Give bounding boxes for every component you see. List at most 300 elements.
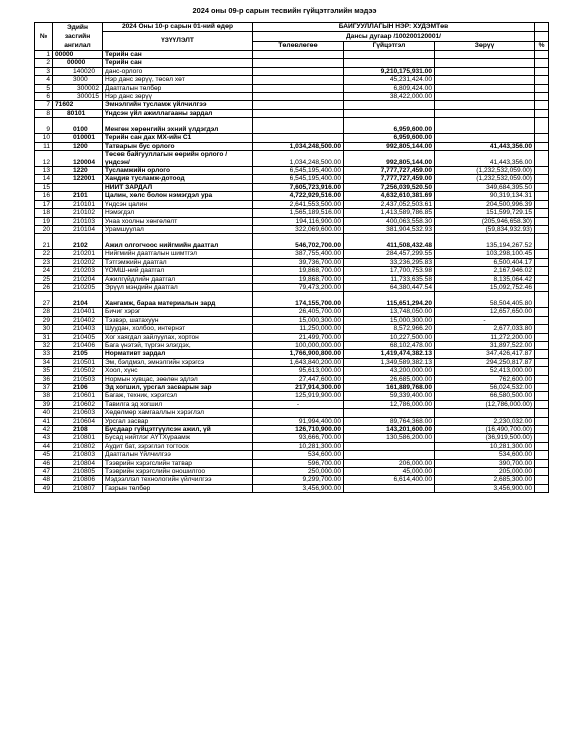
row-plan <box>253 84 344 92</box>
row-indicator: Даатгалын Үйлчилгээ <box>103 451 253 459</box>
row-actual: 1,419,474,382.13 <box>344 350 435 358</box>
row-pct <box>535 183 549 191</box>
row-diff: 31,897,522.00 <box>435 341 535 349</box>
row-code: 140020 <box>53 67 103 75</box>
row-diff <box>435 67 535 75</box>
row-number: 15 <box>35 183 53 191</box>
row-plan <box>253 93 344 101</box>
row-number: 19 <box>35 217 53 225</box>
row-plan: 15,000,300.00 <box>253 316 344 324</box>
row-number: 17 <box>35 200 53 208</box>
header-no: № <box>35 23 53 51</box>
row-plan: 27,447,600.00 <box>253 375 344 383</box>
row-actual <box>344 59 435 67</box>
row-indicator: Даатгалын төлбөр <box>103 84 253 92</box>
row-plan: 1,565,189,516.00 <box>253 209 344 217</box>
row-pct <box>535 192 549 200</box>
row-diff: 41,443,356.00 <box>435 151 535 167</box>
row-plan <box>253 101 344 109</box>
row-code: 210807 <box>53 484 103 492</box>
row-number: 11 <box>35 142 53 150</box>
row-diff <box>435 109 535 117</box>
row-number: 24 <box>35 267 53 275</box>
row-indicator: Бага үнэтэй, түргэн элэгдэх, <box>103 341 253 349</box>
row-diff: 11,272,200.00 <box>435 333 535 341</box>
row-indicator: Хөдөлмөр хамгааллын хэрэглэл <box>103 409 253 417</box>
table-row <box>35 434 549 442</box>
row-diff: 8,135,064.42 <box>435 275 535 283</box>
row-actual: 381,904,532.93 <box>344 225 435 233</box>
row-code: 210806 <box>53 476 103 484</box>
header-blank2 <box>535 32 549 42</box>
row-actual: 43,200,000.00 <box>344 367 435 375</box>
row-plan: 39,736,700.00 <box>253 258 344 266</box>
row-code: 210405 <box>53 333 103 341</box>
row-plan: - <box>253 400 344 408</box>
row-indicator: Менгөн хөрөнгийн эхний үлдэгдэл <box>103 118 253 134</box>
row-indicator: Урсгал засвар <box>103 417 253 425</box>
row-number: 20 <box>35 225 53 233</box>
row-plan <box>253 134 344 142</box>
row-plan: 9,299,700.00 <box>253 476 344 484</box>
row-indicator: Хандив тусламж-дотоод <box>103 175 253 183</box>
budget-report-table <box>34 22 549 493</box>
table-row <box>35 275 549 283</box>
row-diff: 2,677,033.80 <box>435 325 535 333</box>
row-diff: 15,092,752.46 <box>435 283 535 291</box>
row-actual: 411,508,432.48 <box>344 234 435 250</box>
table-row <box>35 341 549 349</box>
row-number: 23 <box>35 258 53 266</box>
row-plan: 26,405,700.00 <box>253 308 344 316</box>
table-row <box>35 167 549 175</box>
row-pct <box>535 375 549 383</box>
header-org: БАЙГУУЛЛАГЫН НЭР: ХУДЭМТөв <box>253 23 535 32</box>
row-actual: 7,777,727,459.00 <box>344 175 435 183</box>
row-code: 210202 <box>53 258 103 266</box>
row-pct <box>535 451 549 459</box>
row-code: 0100 <box>53 118 103 134</box>
table-row <box>35 400 549 408</box>
row-diff: 90,319,134.31 <box>435 192 535 200</box>
row-plan: 19,868,700.00 <box>253 275 344 283</box>
row-number: 26 <box>35 283 53 291</box>
row-code: 1220 <box>53 167 103 175</box>
row-code: 71602 <box>53 101 103 109</box>
row-number: 35 <box>35 367 53 375</box>
row-indicator: Эмнэлгийн тусламж үйлчилгээ <box>103 101 253 109</box>
row-actual: 2,437,052,503.61 <box>344 200 435 208</box>
row-pct <box>535 109 549 117</box>
header-plan: Төлөвлөгөө <box>253 42 344 51</box>
row-diff: (1,232,532,059.00) <box>435 167 535 175</box>
table-row <box>35 333 549 341</box>
row-code <box>53 183 103 191</box>
table-row <box>35 316 549 324</box>
row-indicator: Ажил олгогчоос нийгмийн даатгал <box>103 234 253 250</box>
table-row <box>35 451 549 459</box>
table-row <box>35 93 549 101</box>
row-pct <box>535 434 549 442</box>
row-indicator: Ажилгүйдлийн даатгал <box>103 275 253 283</box>
row-number: 14 <box>35 175 53 183</box>
row-number: 7 <box>35 101 53 109</box>
table-row <box>35 375 549 383</box>
row-actual <box>344 101 435 109</box>
row-number: 40 <box>35 409 53 417</box>
table-row <box>35 442 549 450</box>
table-row <box>35 468 549 476</box>
row-actual: 38,422,000.00 <box>344 93 435 101</box>
row-plan: 194,116,900.00 <box>253 217 344 225</box>
table-row <box>35 476 549 484</box>
row-actual: 17,700,753.98 <box>344 267 435 275</box>
table-row <box>35 459 549 467</box>
row-plan: 100,000,000.00 <box>253 341 344 349</box>
row-diff: 534,600.00 <box>435 451 535 459</box>
row-pct <box>535 442 549 450</box>
row-actual: 33,236,295.83 <box>344 258 435 266</box>
row-diff: 294,250,817.87 <box>435 358 535 366</box>
row-indicator: Терийн сан дах МХ-ийн С1 <box>103 134 253 142</box>
row-number: 25 <box>35 275 53 283</box>
row-pct <box>535 67 549 75</box>
row-pct <box>535 400 549 408</box>
header-code-line2: засгийн <box>64 33 91 40</box>
row-indicator: Цалин, хөлс болон нэмэгдэл ура <box>103 192 253 200</box>
table-row <box>35 426 549 434</box>
row-pct <box>535 101 549 109</box>
row-pct <box>535 459 549 467</box>
row-plan: 387,755,400.00 <box>253 250 344 258</box>
row-number: 21 <box>35 234 53 250</box>
row-actual: 4,632,610,381.69 <box>344 192 435 200</box>
table-row <box>35 234 549 250</box>
row-code: 2106 <box>53 384 103 392</box>
table-row <box>35 267 549 275</box>
row-code: 300002 <box>53 84 103 92</box>
row-pct <box>535 217 549 225</box>
row-diff <box>435 93 535 101</box>
row-plan <box>253 409 344 417</box>
table-row <box>35 151 549 167</box>
row-number: 42 <box>35 426 53 434</box>
row-actual: 68,102,478.00 <box>344 341 435 349</box>
row-code: 210104 <box>53 225 103 233</box>
header-diff: Зөрүү <box>435 42 535 51</box>
row-code: 210602 <box>53 400 103 408</box>
row-diff: 2,685,300.00 <box>435 476 535 484</box>
row-indicator: Аудит бат, зэрэглэл тогтоох <box>103 442 253 450</box>
row-pct <box>535 341 549 349</box>
row-code: 210501 <box>53 358 103 366</box>
table-header <box>35 23 549 51</box>
row-diff: 41,443,356.00 <box>435 142 535 150</box>
row-number: 32 <box>35 341 53 349</box>
row-pct <box>535 358 549 366</box>
row-diff <box>435 51 535 59</box>
header-blank <box>535 23 549 32</box>
row-pct <box>535 84 549 92</box>
row-actual: 400,063,558.30 <box>344 217 435 225</box>
row-plan <box>253 118 344 134</box>
row-indicator: Нормативт зардал <box>103 350 253 358</box>
row-actual <box>344 442 435 450</box>
row-number: 48 <box>35 476 53 484</box>
row-actual: 26,685,000.00 <box>344 375 435 383</box>
table-row <box>35 484 549 492</box>
row-pct <box>535 275 549 283</box>
table-body <box>35 51 549 493</box>
table-row <box>35 250 549 258</box>
row-pct <box>535 76 549 84</box>
row-pct <box>535 142 549 150</box>
row-number: 10 <box>35 134 53 142</box>
row-pct <box>535 468 549 476</box>
row-code: 300015 <box>53 93 103 101</box>
table-row <box>35 59 549 67</box>
row-actual: 161,889,768.00 <box>344 384 435 392</box>
header-indicator: ҮЗҮҮЛЭЛТ <box>103 32 253 51</box>
row-plan: 250,000.00 <box>253 468 344 476</box>
row-diff: 6,500,404.17 <box>435 258 535 266</box>
row-diff: 66,580,500.00 <box>435 392 535 400</box>
row-code: 210502 <box>53 367 103 375</box>
row-number: 2 <box>35 59 53 67</box>
row-diff: 12,657,650.00 <box>435 308 535 316</box>
row-number: 49 <box>35 484 53 492</box>
row-plan <box>253 109 344 117</box>
row-plan: 21,499,700.00 <box>253 333 344 341</box>
row-pct <box>535 333 549 341</box>
table-row <box>35 308 549 316</box>
row-pct <box>535 209 549 217</box>
row-pct <box>535 325 549 333</box>
row-actual: 1,413,589,786.85 <box>344 209 435 217</box>
row-indicator: Нэр данс зөрүү <box>103 93 253 101</box>
row-plan: 6,545,195,400.00 <box>253 175 344 183</box>
table-row <box>35 367 549 375</box>
row-number: 36 <box>35 375 53 383</box>
row-diff: 52,413,000.00 <box>435 367 535 375</box>
row-number: 16 <box>35 192 53 200</box>
row-actual <box>344 484 435 492</box>
row-number: 43 <box>35 434 53 442</box>
row-pct <box>535 316 549 324</box>
row-plan <box>253 59 344 67</box>
row-code: 210406 <box>53 341 103 349</box>
row-number: 3 <box>35 67 53 75</box>
row-indicator: Газрын төлбөр <box>103 484 253 492</box>
row-code: 210603 <box>53 409 103 417</box>
row-code: 210204 <box>53 275 103 283</box>
row-indicator: Эм, бэлдмэл, эмнэлгийн хэрэгсэ <box>103 358 253 366</box>
row-diff: (59,834,932.93) <box>435 225 535 233</box>
row-actual: 45,000.00 <box>344 468 435 476</box>
row-indicator: Нормын хувцас, зөөлөн эдлэл <box>103 375 253 383</box>
row-number: 9 <box>35 118 53 134</box>
row-diff: - <box>435 316 535 324</box>
table-row <box>35 258 549 266</box>
row-indicator: Тээврийн хэрэгслийн татвар <box>103 459 253 467</box>
table-row <box>35 67 549 75</box>
row-number: 18 <box>35 209 53 217</box>
row-code: 00000 <box>53 59 103 67</box>
row-diff: (12,786,000.00) <box>435 400 535 408</box>
row-indicator: Шуудан, холбоо, интернэт <box>103 325 253 333</box>
row-actual: 6,959,600.00 <box>344 134 435 142</box>
row-actual: 45,231,424.00 <box>344 76 435 84</box>
row-code: 2102 <box>53 234 103 250</box>
row-pct <box>535 93 549 101</box>
row-plan: 19,868,700.00 <box>253 267 344 275</box>
header-code <box>53 23 103 51</box>
row-plan: 7,605,723,916.00 <box>253 183 344 191</box>
row-actual: 6,959,600.00 <box>344 118 435 134</box>
table-row <box>35 118 549 134</box>
header-account: Дансы дугаар /100200120001/ <box>253 32 535 42</box>
row-diff: 762,600.00 <box>435 375 535 383</box>
row-code: 210801 <box>53 434 103 442</box>
row-diff: 205,000.00 <box>435 468 535 476</box>
row-pct <box>535 292 549 308</box>
table-row <box>35 350 549 358</box>
row-code: 210205 <box>53 283 103 291</box>
row-plan: 546,702,700.00 <box>253 234 344 250</box>
row-pct <box>535 476 549 484</box>
row-code: 210402 <box>53 316 103 324</box>
row-code: 122001 <box>53 175 103 183</box>
row-number: 30 <box>35 325 53 333</box>
row-indicator: Эрүүл мэндийн даатгал <box>103 283 253 291</box>
row-plan: 125,919,900.00 <box>253 392 344 400</box>
row-plan <box>253 51 344 59</box>
row-pct <box>535 350 549 358</box>
row-pct <box>535 234 549 250</box>
row-plan: 4,722,929,516.00 <box>253 192 344 200</box>
row-indicator: Унаа хоолны хөнгөлөлт <box>103 217 253 225</box>
row-number: 46 <box>35 459 53 467</box>
row-plan: 11,250,000.00 <box>253 325 344 333</box>
row-number: 1 <box>35 51 53 59</box>
row-number: 31 <box>35 333 53 341</box>
header-period: 2024 Оны 10-р сарын 01-ний өдөр <box>103 23 253 32</box>
row-indicator: Нэмэгдэл <box>103 209 253 217</box>
row-plan: 95,613,000.00 <box>253 367 344 375</box>
row-diff: 151,599,729.15 <box>435 209 535 217</box>
row-number: 28 <box>35 308 53 316</box>
row-code: 210805 <box>53 468 103 476</box>
row-plan: 3,456,900.00 <box>253 484 344 492</box>
row-plan: 217,914,300.00 <box>253 384 344 392</box>
row-code: 120004 <box>53 151 103 167</box>
row-number: 12 <box>35 151 53 167</box>
row-number: 37 <box>35 384 53 392</box>
row-plan: 1,034,248,500.00 <box>253 151 344 167</box>
row-actual: 284,457,299.55 <box>344 250 435 258</box>
row-actual: 7,777,727,459.00 <box>344 167 435 175</box>
row-number: 13 <box>35 167 53 175</box>
row-diff: 204,500,996.39 <box>435 200 535 208</box>
row-number: 41 <box>35 417 53 425</box>
row-plan: 10,281,300.00 <box>253 442 344 450</box>
row-number: 6 <box>35 93 53 101</box>
row-indicator: данс-орлого <box>103 67 253 75</box>
row-code: 00000 <box>53 51 103 59</box>
row-actual: 9,210,175,931.00 <box>344 67 435 75</box>
row-pct <box>535 250 549 258</box>
row-pct <box>535 167 549 175</box>
row-pct <box>535 367 549 375</box>
row-code: 210403 <box>53 325 103 333</box>
row-diff <box>435 134 535 142</box>
row-pct <box>535 59 549 67</box>
row-diff: (205,946,658.30) <box>435 217 535 225</box>
row-number: 5 <box>35 84 53 92</box>
row-code: 210802 <box>53 442 103 450</box>
row-indicator: Бичиг хэрэг <box>103 308 253 316</box>
table-row <box>35 417 549 425</box>
table-row <box>35 175 549 183</box>
row-actual: 59,339,400.00 <box>344 392 435 400</box>
row-pct <box>535 283 549 291</box>
row-diff: 347,426,417.87 <box>435 350 535 358</box>
table-row <box>35 392 549 400</box>
row-diff: 390,700.00 <box>435 459 535 467</box>
row-plan: 91,994,400.00 <box>253 417 344 425</box>
row-indicator: Тусламжийн орлого <box>103 167 253 175</box>
row-plan: 6,545,195,400.00 <box>253 167 344 175</box>
table-row <box>35 283 549 291</box>
header-pct: % <box>535 42 549 51</box>
row-pct <box>535 134 549 142</box>
row-diff: (36,919,500.00) <box>435 434 535 442</box>
row-indicator: Мэдээллэл технологийн үйлчилгээ <box>103 476 253 484</box>
row-diff: 2,167,946.02 <box>435 267 535 275</box>
table-row <box>35 225 549 233</box>
row-pct <box>535 426 549 434</box>
row-indicator: Татварын бус орлого <box>103 142 253 150</box>
table-row <box>35 101 549 109</box>
row-code: 210102 <box>53 209 103 217</box>
row-pct <box>535 151 549 167</box>
row-indicator: Терийн сан <box>103 51 253 59</box>
row-number: 47 <box>35 468 53 476</box>
row-actual: 10,227,500.00 <box>344 333 435 341</box>
table-row <box>35 325 549 333</box>
table-row <box>35 217 549 225</box>
row-diff <box>435 59 535 67</box>
row-actual: 206,000.00 <box>344 459 435 467</box>
row-code: 210804 <box>53 459 103 467</box>
row-indicator: Үндсэн цалин <box>103 200 253 208</box>
header-code-line3: ангилал <box>64 42 91 49</box>
row-pct <box>535 267 549 275</box>
table-row <box>35 51 549 59</box>
row-number: 38 <box>35 392 53 400</box>
row-indicator: НИЙТ ЗАРДАЛ <box>103 183 253 191</box>
row-actual <box>344 51 435 59</box>
row-diff: 58,504,405.80 <box>435 292 535 308</box>
row-indicator: Төсөв байгууллагын өөрийн орлого /үндсэн/ <box>103 151 253 167</box>
row-pct <box>535 384 549 392</box>
row-pct <box>535 258 549 266</box>
row-diff <box>435 118 535 134</box>
row-pct <box>535 409 549 417</box>
row-indicator: Эд хогшил, урсгал засварын зар <box>103 384 253 392</box>
table-row <box>35 134 549 142</box>
row-plan: 126,710,900.00 <box>253 426 344 434</box>
